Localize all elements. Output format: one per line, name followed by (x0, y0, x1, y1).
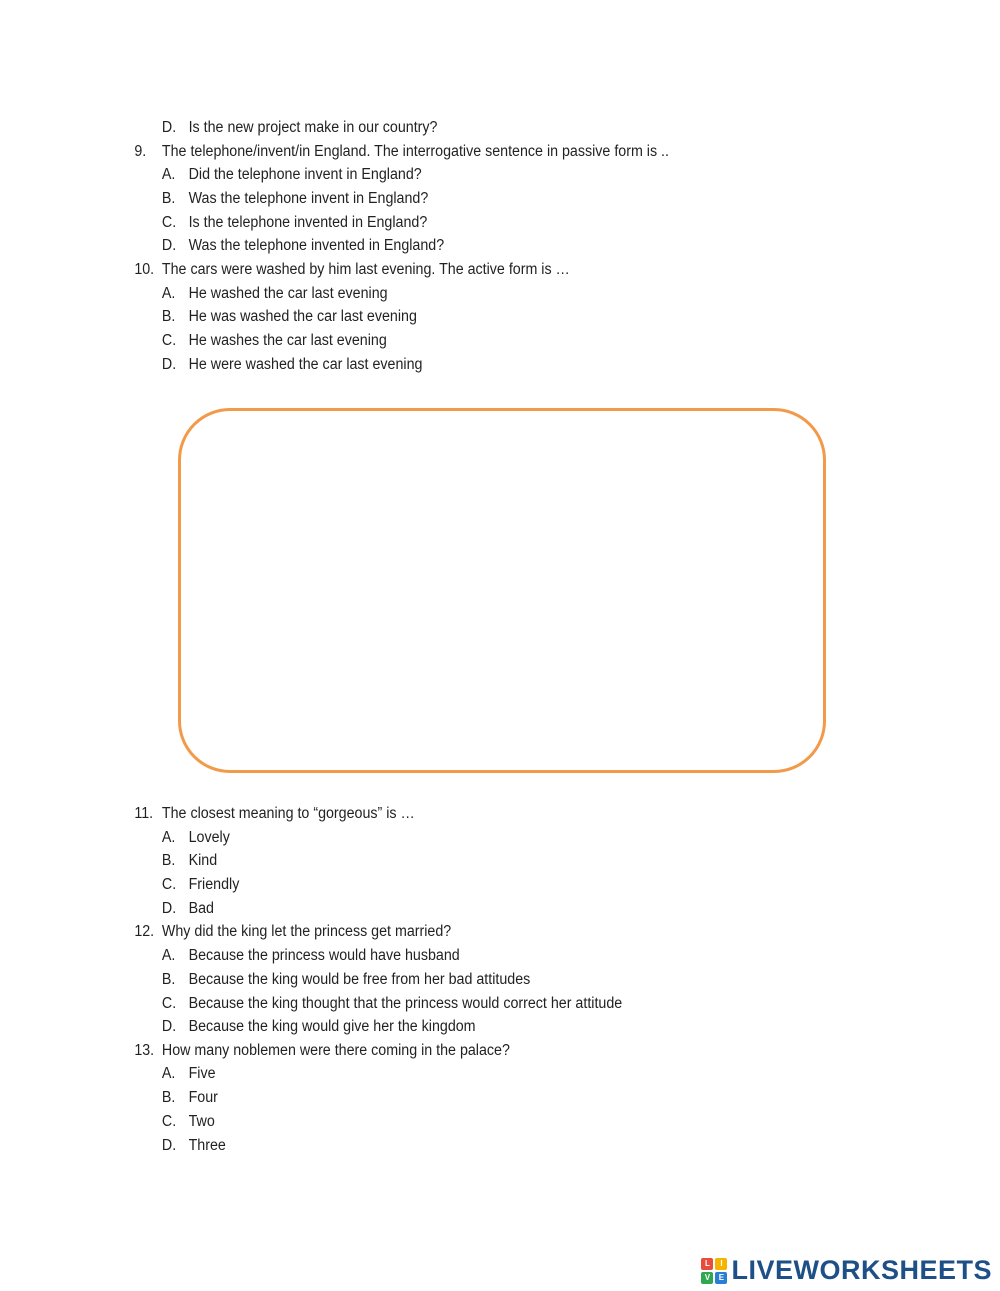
option-text: Three (188, 1137, 226, 1154)
option-letter: C. (161, 995, 177, 1012)
option-letter: D. (161, 356, 177, 373)
option-text: He washes the car last evening (188, 332, 387, 349)
question-text: How many noblemen were there coming in the palace? (161, 1042, 510, 1059)
option-letter: A. (161, 1065, 176, 1082)
option-text: Kind (188, 852, 218, 869)
option-letter: A. (161, 285, 176, 302)
option-text: Was the telephone invented in England? (188, 237, 445, 254)
question-number: 10. (134, 261, 155, 278)
option-text: Bad (188, 900, 214, 917)
question-text: The telephone/invent/in England. The interrogative sentence in passive form is .. (161, 143, 669, 160)
question-number: 13. (134, 1042, 155, 1059)
option-letter: C. (161, 214, 177, 231)
option-letter: C. (161, 1113, 177, 1130)
option-text: Was the telephone invent in England? (188, 190, 429, 207)
option-text: He were washed the car last evening (188, 356, 423, 373)
answer-box (178, 408, 826, 773)
option-text: Because the king thought that the princess would correct her attitude (188, 995, 623, 1012)
option-letter: A. (161, 829, 176, 846)
option-text: Did the telephone invent in England? (188, 166, 422, 183)
logo-blocks-icon (701, 1258, 727, 1284)
option-letter: D. (161, 1137, 177, 1154)
question-text: The cars were washed by him last evening. The active form is … (161, 261, 570, 278)
logo-block: L (701, 1258, 713, 1270)
option-letter: D. (161, 1018, 177, 1035)
option-text: Because the princess would have husband (188, 947, 460, 964)
option-letter: B. (161, 971, 176, 988)
option-text: Is the new project make in our country? (188, 119, 438, 136)
question-text: Why did the king let the princess get married? (161, 923, 452, 940)
option-text: Two (188, 1113, 215, 1130)
logo-block: I (715, 1258, 727, 1270)
option-letter: A. (161, 166, 176, 183)
question-number: 9. (134, 143, 147, 160)
question-text: The closest meaning to “gorgeous” is … (161, 805, 415, 822)
option-text: He washed the car last evening (188, 285, 388, 302)
option-text: Because the king would give her the kingdom (188, 1018, 476, 1035)
option-letter: B. (161, 1089, 176, 1106)
option-text: Is the telephone invented in England? (188, 214, 428, 231)
option-letter: B. (161, 190, 176, 207)
option-letter: B. (161, 852, 176, 869)
option-text: Four (188, 1089, 218, 1106)
liveworksheets-logo[interactable] (701, 1255, 992, 1286)
option-text: Friendly (188, 876, 240, 893)
logo-block: V (701, 1272, 713, 1284)
option-letter: D. (161, 237, 177, 254)
option-letter: C. (161, 332, 177, 349)
logo-text: LIVEWORKSHEETS (731, 1255, 992, 1285)
option-letter: B. (161, 308, 176, 325)
question-number: 12. (134, 923, 155, 940)
option-text: Because the king would be free from her bad attitudes (188, 971, 531, 988)
option-text: He was washed the car last evening (188, 308, 417, 325)
option-letter: A. (161, 947, 176, 964)
option-text: Lovely (188, 829, 230, 846)
question-number: 11. (134, 805, 154, 822)
option-letter: C. (161, 876, 177, 893)
logo-block: E (715, 1272, 727, 1284)
option-letter: D. (161, 119, 177, 136)
option-letter: D. (161, 900, 177, 917)
option-text: Five (188, 1065, 216, 1082)
